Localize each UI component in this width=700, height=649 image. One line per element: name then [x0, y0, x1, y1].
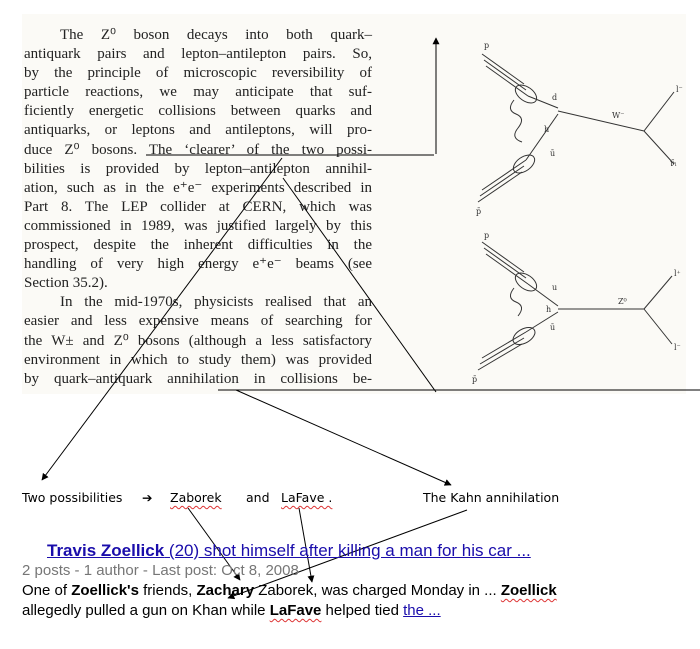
- label-l-minus: l⁻: [674, 343, 681, 352]
- label-zaborek: Zaborek: [170, 490, 222, 505]
- title-rest[interactable]: (20) shot himself after killing a man for his car ...: [164, 541, 531, 560]
- label-nubar: ν̄ₗ: [670, 159, 677, 168]
- label-lafave: LaFave .: [281, 490, 333, 505]
- label-p: p: [484, 41, 490, 50]
- label-p: p: [484, 231, 490, 240]
- book-line: by quark–antiquark annihilation in collisions be-: [24, 370, 372, 387]
- book-line: the W± and Z⁰ bosons (although a less satisfactory: [24, 332, 372, 349]
- book-line: ation, such as in the e⁺e⁻ experiments described in: [24, 179, 372, 196]
- snippet-line-2: [22, 601, 557, 621]
- label-ubar: ū: [550, 149, 556, 158]
- search-result-title-link[interactable]: [47, 541, 531, 561]
- snippet-text: Zaborek, was charged Monday in ...: [254, 582, 501, 599]
- snippet-bold: Zachary: [196, 582, 255, 599]
- right-arrow-icon: ➔: [142, 490, 153, 505]
- book-line: ficiently energetic collisions between quarks and: [24, 103, 372, 120]
- book-line: prospect, despite the inherent difficulties in the: [24, 237, 372, 254]
- label-pbar: p̄: [472, 375, 478, 384]
- label-two-possibilities: Two possibilities: [22, 490, 123, 505]
- snippet-text: allegedly pulled a gun on Khan while: [22, 602, 270, 619]
- snippet-text: friends,: [138, 582, 197, 599]
- snippet-bold: Zoellick: [500, 582, 557, 599]
- book-line: antiquark pairs and lepton–antilepton pairs. So,: [24, 46, 372, 63]
- snippet-bold: Zoellick's: [71, 582, 139, 599]
- arrow-to-two-possibilities: [42, 158, 282, 480]
- book-line: easier and less expensive means of searching for: [24, 313, 372, 330]
- snippet-line-1: [22, 581, 557, 601]
- label-w-minus: W⁻: [612, 111, 625, 120]
- book-line: environment in which to study them) was provided: [24, 351, 372, 368]
- book-line: bilities is provided by lepton–antilepton annihil-: [24, 160, 372, 177]
- search-result-meta: 2 posts - 1 author - Last post: Oct 8, 2008: [22, 562, 299, 579]
- label-z0: Z⁰: [618, 297, 627, 306]
- book-line: antiquarks, or leptons and antileptons, will pro-: [24, 122, 372, 139]
- label-d: d: [552, 93, 558, 102]
- snippet-text: One of: [22, 582, 72, 599]
- book-line: handling of very high energy e⁺e⁻ beams (see: [24, 256, 372, 273]
- book-line: The Z⁰ boson decays into both quark–: [60, 27, 372, 43]
- label-l-minus: l⁻: [676, 85, 683, 94]
- label-h: h: [544, 125, 550, 134]
- book-line: by the principle of microscopic reversibility of: [24, 65, 372, 82]
- book-line: commissioned in 1989, was justified largely by this: [24, 217, 372, 234]
- snippet-more-link[interactable]: the ...: [403, 602, 441, 619]
- label-kahn-annihilation: The Kahn annihilation: [423, 490, 560, 505]
- book-line: In the mid-1970s, physicists realised that an: [60, 294, 372, 311]
- search-result-snippet: [22, 581, 557, 621]
- title-name[interactable]: Travis Zoellick: [47, 541, 165, 560]
- book-line: Section 35.2).: [24, 275, 108, 292]
- arrow-to-kahn-annihilation: [236, 390, 451, 485]
- snippet-text: helped tied: [321, 602, 404, 619]
- label-and: and: [246, 490, 270, 505]
- label-u: u: [552, 283, 558, 292]
- label-h: h: [546, 305, 552, 314]
- book-line: particle reactions, we may anticipate that suf-: [24, 84, 372, 101]
- book-line: duce Z⁰ bosons. The ‘clearer’ of the two possi-: [24, 141, 372, 158]
- connector-to-z-diagram: [283, 178, 436, 392]
- label-pbar: p̄: [476, 207, 482, 216]
- book-line: Part 8. The LEP collider at CERN, which was: [24, 198, 372, 215]
- snippet-bold: LaFave: [269, 602, 322, 619]
- label-ubar: ū: [550, 323, 556, 332]
- label-l-plus: l⁺: [674, 269, 681, 278]
